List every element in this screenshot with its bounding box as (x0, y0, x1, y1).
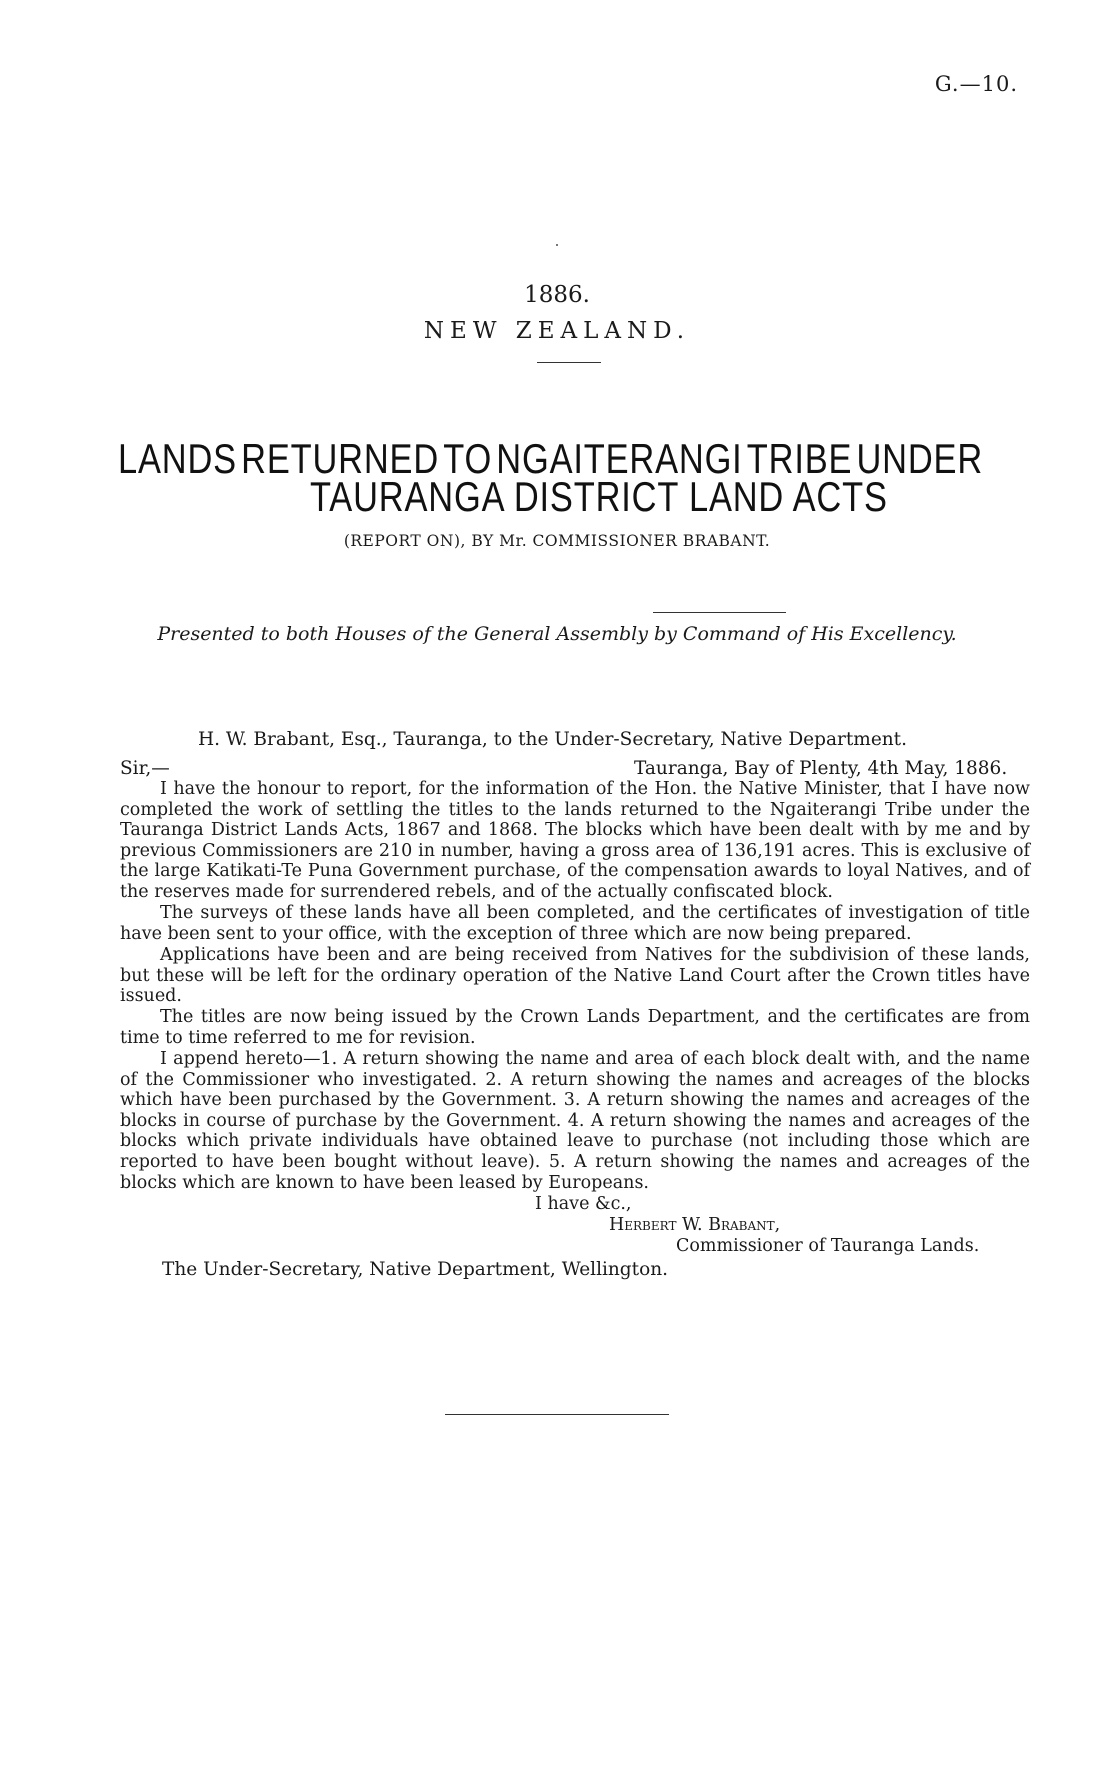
signature-title: Commissioner of Tauranga Lands. (676, 1236, 980, 1256)
divider-rule (653, 612, 786, 613)
paragraph (120, 945, 1030, 1007)
closing: I have &c., (535, 1194, 632, 1214)
title-word: RETURNED (241, 435, 440, 482)
page-reference: G.—10. (934, 72, 1018, 96)
title-word: TRIBE (746, 435, 853, 482)
end-rule (445, 1414, 669, 1415)
signature-name: Herbert W. Brabant, (609, 1215, 781, 1235)
paragraph-text: Applications have been and are being received from Natives for the subdivision of these lands, but these will be left for the ordinary operation of the Native Land Court after the Crown titles have issued. (120, 945, 1030, 1007)
paragraph (120, 779, 1030, 903)
title-word: TO (443, 435, 493, 482)
paragraph (120, 1007, 1030, 1048)
year: 1886. (524, 282, 590, 308)
salutation: Sir,— (120, 758, 170, 779)
letter-heading: H. W. Brabant, Esq., Tauranga, to the Under-Secretary, Native Department. (198, 729, 907, 750)
paragraph-text: I append hereto—1. A return showing the name and area of each block dealt with, and the name of the Commissioner who investigated. 2. A return showing the names and acreages of the blocks which have been purchased by the Government. 3. A return showing the names and acreages of the blocks in course of purchase by the Government. 4. A return showing the names and acreages of the blocks which private individuals have obtained leave to purchase (not including those which are reported to have been bought without leave). 5. A return showing the names and acreages of the blocks which are known to have been leased by Europeans. (120, 1049, 1030, 1193)
title-word: UNDER (856, 435, 984, 482)
place-date: Tauranga, Bay of Plenty, 4th May, 1886. (634, 758, 1008, 779)
title-line-2: TAURANGA DISTRICT LAND ACTS (310, 473, 888, 520)
country: NEW ZEALAND. (423, 318, 691, 344)
title-word: LANDS (118, 435, 237, 482)
paragraph-text: The titles are now being issued by the Crown Lands Department, and the certificates are from time to time referred to me for revision. (120, 1007, 1030, 1048)
divider-rule (537, 362, 601, 363)
addressee: The Under-Secretary, Native Department, Wellington. (162, 1259, 669, 1280)
title-word: NGAITERANGI (496, 435, 743, 482)
subtitle: (REPORT ON), BY Mr. COMMISSIONER BRABANT. (343, 532, 771, 550)
presented-line: Presented to both Houses of the General Assembly by Command of His Excellency. (157, 623, 957, 645)
paragraph-text: I have the honour to report, for the information of the Hon. the Native Minister, that I have now completed the work of settling the titles to the lands returned to the Ngaiterangi Tribe under the Tauranga District Lands Acts, 1867 and 1868. The blocks which have been dealt with by me and by previous Commissioners are 210 in number, having a gross area of 136,191 acres. This is exclusive of the large Katikati-Te Puna Government purchase, of the compensation awards to loyal Natives, and of the reserves made for surrendered rebels, and of the actually confiscated block. (120, 779, 1030, 902)
paragraph (120, 1049, 1030, 1193)
paragraph (120, 903, 1030, 944)
paragraph-text: The surveys of these lands have all been completed, and the certificates of investigation of title have been sent to your office, with the exception of three which are now being prepared. (120, 903, 1030, 944)
page-mark (556, 244, 558, 246)
